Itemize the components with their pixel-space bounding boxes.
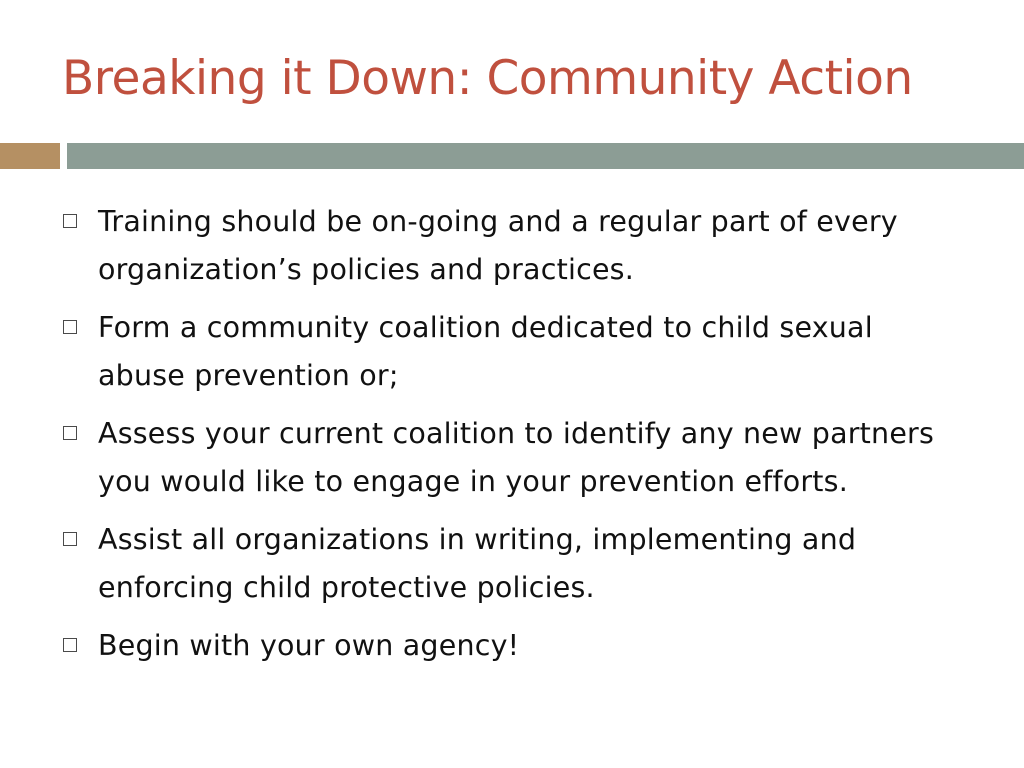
square-bullet-icon: [63, 320, 77, 334]
bullet-text: Assess your current coalition to identify any new partners you would like to engage in your prevention efforts.: [98, 417, 935, 498]
square-bullet-icon: [63, 214, 77, 228]
bullet-item: [0, 198, 1024, 294]
title-divider-bar: [67, 143, 1024, 169]
bullet-item: [0, 410, 1024, 506]
square-bullet-icon: [63, 426, 77, 440]
bullet-text: Form a community coalition dedicated to child sexual abuse prevention or;: [98, 311, 873, 392]
bullet-list: [0, 198, 1024, 680]
bullet-item: [0, 304, 1024, 400]
slide-title: Breaking it Down: Community Action: [62, 51, 913, 106]
title-divider-accent: [0, 143, 60, 169]
bullet-text: Training should be on-going and a regular part of every organization’s policies and practices.: [98, 205, 898, 286]
bullet-text: Begin with your own agency!: [98, 629, 520, 662]
square-bullet-icon: [63, 638, 77, 652]
bullet-item: [0, 622, 1024, 670]
bullet-text: Assist all organizations in writing, implementing and enforcing child protective policies.: [98, 523, 857, 604]
bullet-item: [0, 516, 1024, 612]
square-bullet-icon: [63, 532, 77, 546]
